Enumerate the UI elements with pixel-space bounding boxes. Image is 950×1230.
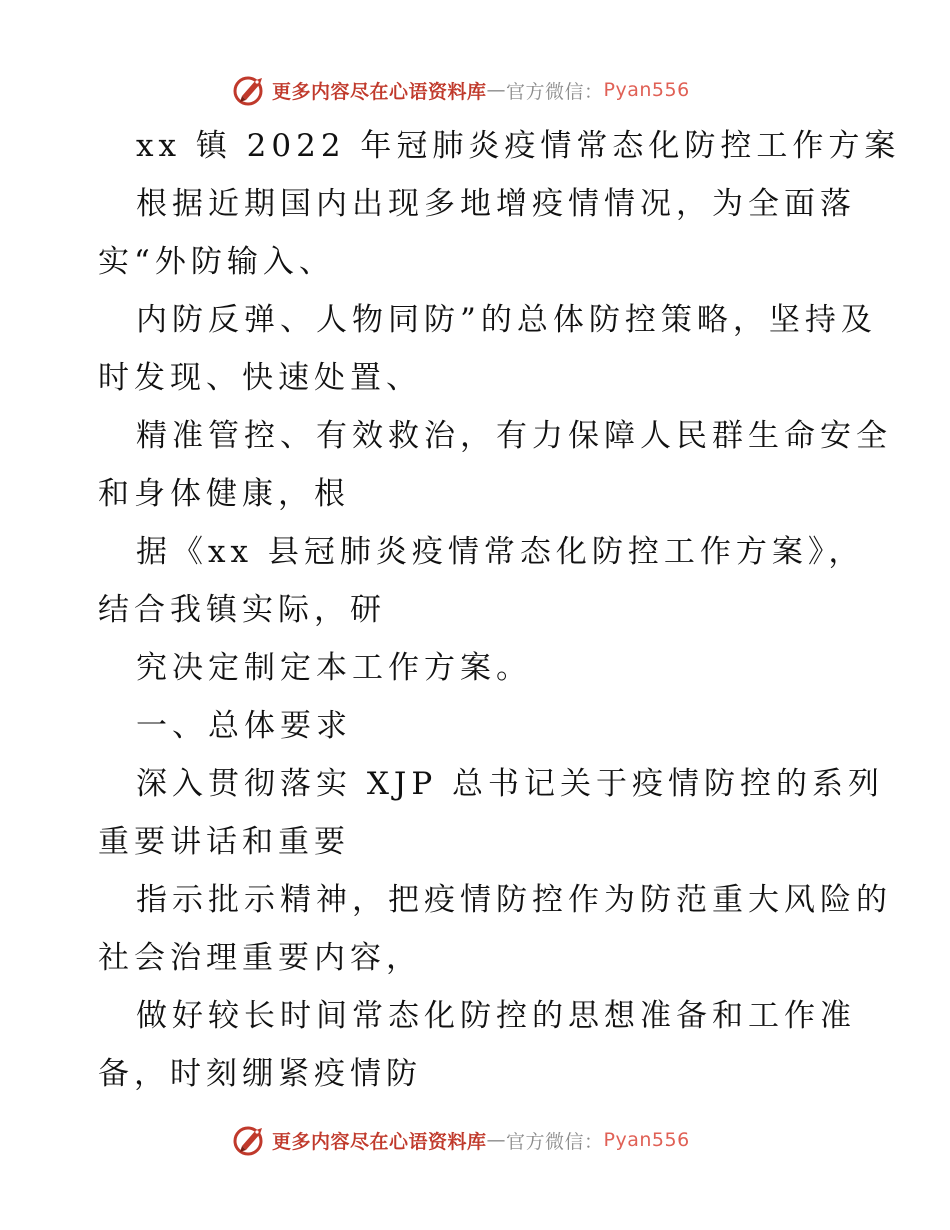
watermark-wechat-id: Pyan556 bbox=[603, 1129, 690, 1151]
watermark-main-text: 更多内容尽在心语资料库 bbox=[272, 80, 487, 103]
watermark-sub-text: 官方微信： bbox=[506, 1130, 604, 1153]
watermark-main-text: 更多内容尽在心语资料库 bbox=[272, 1130, 487, 1153]
header-watermark bbox=[232, 70, 690, 110]
document-title: xx 镇 2022 年冠肺炎疫情常态化防控工作方案 bbox=[136, 128, 901, 164]
paragraph-line: 时发现、快速处置、 bbox=[98, 360, 422, 396]
paragraph-line: 和身体健康，根 bbox=[98, 476, 350, 512]
paragraph-line: 精准管控、有效救治，有力保障人民群生命安全 bbox=[136, 418, 892, 454]
paragraph-line: 社会治理重要内容， bbox=[98, 940, 422, 976]
section-heading: 一、总体要求 bbox=[136, 708, 352, 744]
pen-nib-logo-icon bbox=[232, 72, 268, 108]
watermark-sub-text: 官方微信： bbox=[506, 80, 604, 103]
paragraph-line: 做好较长时间常态化防控的思想准备和工作准 bbox=[136, 998, 856, 1034]
footer-watermark bbox=[232, 1120, 690, 1160]
pen-nib-logo-icon bbox=[232, 1122, 268, 1158]
paragraph-line: 究决定制定本工作方案。 bbox=[136, 650, 532, 686]
watermark-wechat-id: Pyan556 bbox=[603, 79, 690, 101]
paragraph-line: 据《xx 县冠肺炎疫情常态化防控工作方案》， bbox=[136, 534, 865, 570]
paragraph-line: 备，时刻绷紧疫情防 bbox=[98, 1056, 422, 1092]
watermark-separator: — bbox=[486, 79, 507, 101]
paragraph-line: 深入贯彻落实 XJP 总书记关于疫情防控的系列 bbox=[136, 766, 885, 802]
paragraph-line: 实“外防输入、 bbox=[98, 244, 335, 280]
paragraph-line: 重要讲话和重要 bbox=[98, 824, 350, 860]
paragraph-line: 指示批示精神，把疫情防控作为防范重大风险的 bbox=[136, 882, 892, 918]
paragraph-line: 根据近期国内出现多地增疫情情况，为全面落 bbox=[136, 186, 856, 222]
paragraph-line: 内防反弹、人物同防”的总体防控策略，坚持及 bbox=[136, 302, 877, 338]
watermark-separator: — bbox=[486, 1129, 507, 1151]
paragraph-line: 结合我镇实际，研 bbox=[98, 592, 386, 628]
